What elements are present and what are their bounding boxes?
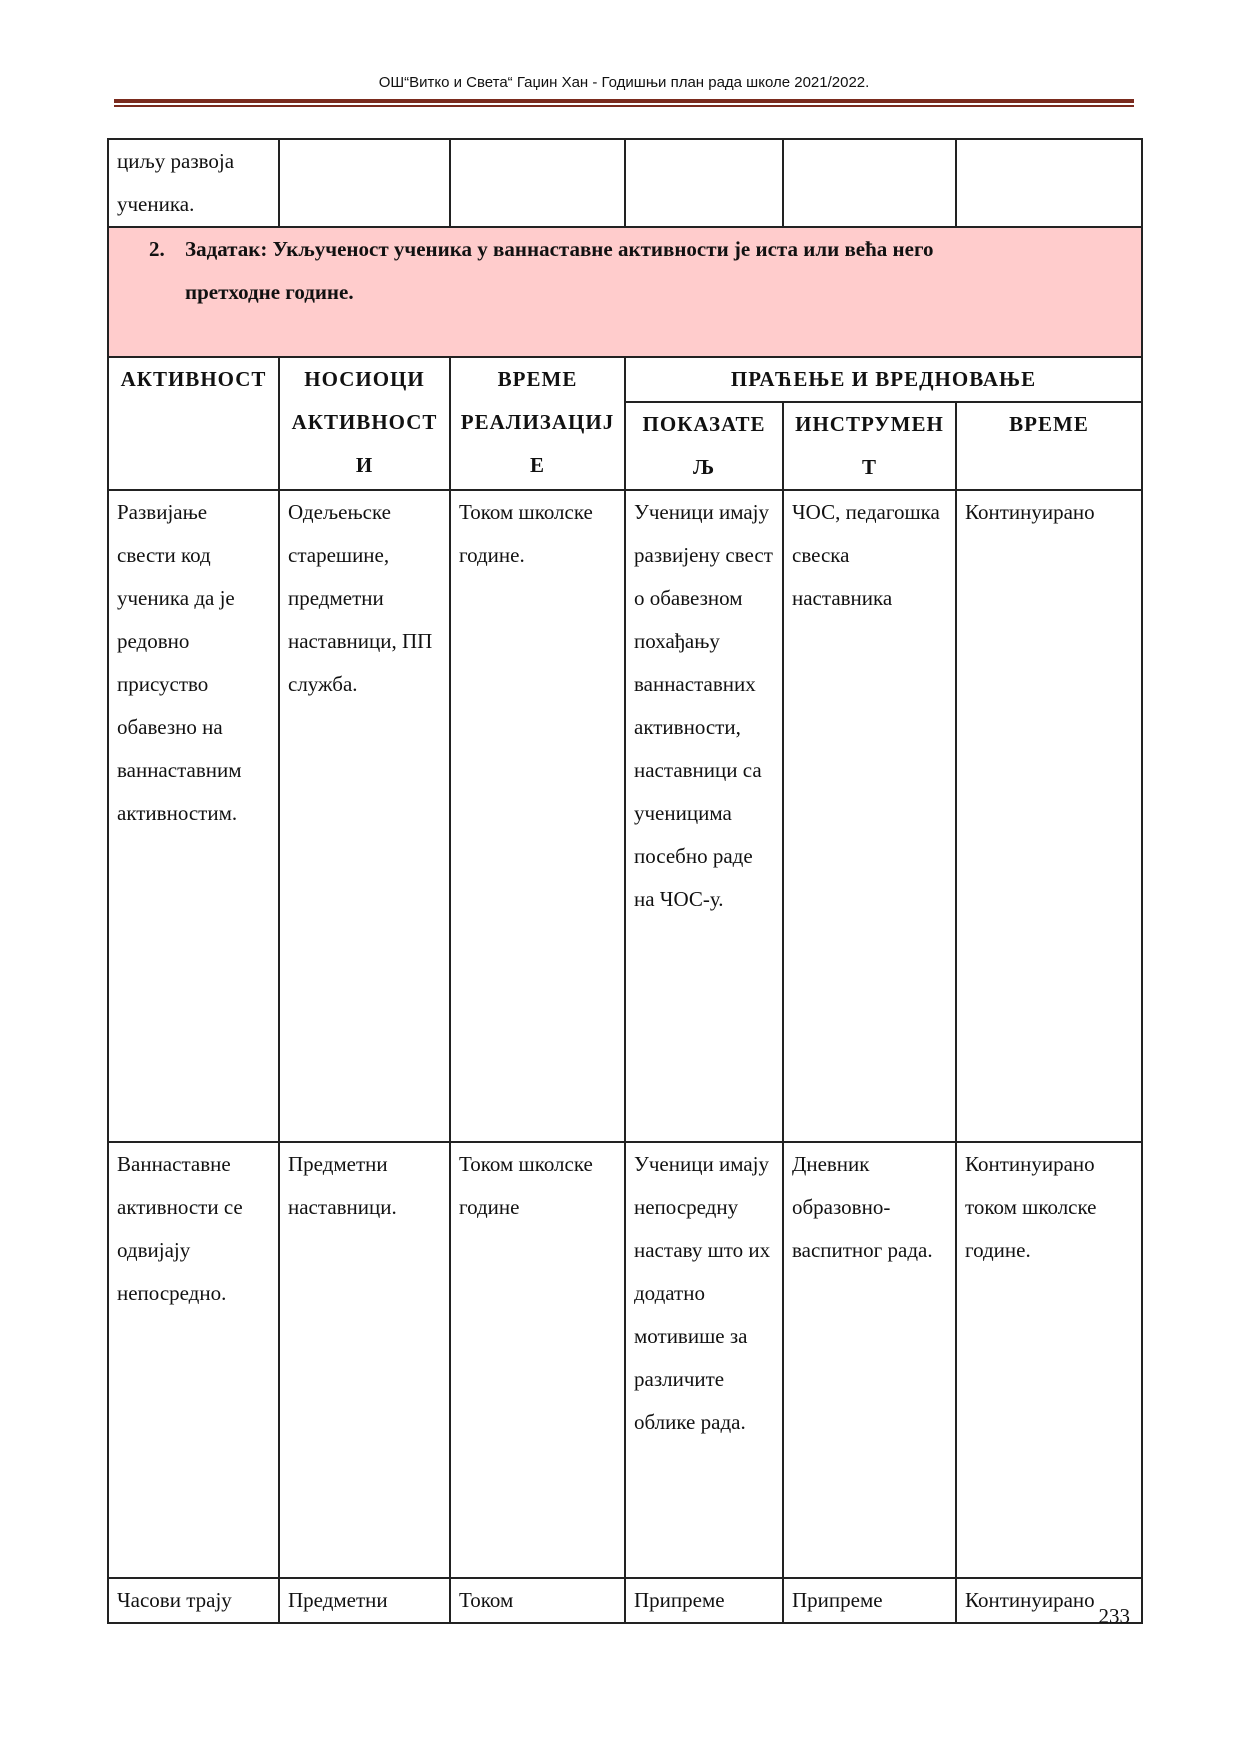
column-header-when: ВРЕМЕ <box>956 402 1142 490</box>
cell-time: Током школске године <box>450 1142 625 1578</box>
table-row <box>108 139 1142 227</box>
table-cell <box>450 139 625 227</box>
cell-activity: Развијање свести код ученика да је редовно присуство обавезно на ваннаставним активностим. <box>108 490 279 1142</box>
column-header-indicator: ПОКАЗАТЕЉ <box>625 402 783 490</box>
cell-indicator: Ученици имају непосредну наставу што их додатно мотивише за различите облике рада. <box>625 1142 783 1578</box>
table-cell <box>625 139 783 227</box>
cell-holders: Одељењске старешине, предметни наставници, ПП служба. <box>279 490 450 1142</box>
column-header-time: ВРЕМЕ РЕАЛИЗАЦИЈЕ <box>450 357 625 490</box>
table-cell <box>279 139 450 227</box>
header-rule <box>114 99 1134 103</box>
column-header-instrument: ИНСТРУМЕНТ <box>783 402 956 490</box>
cell-when: Континуирано током школске године. <box>956 1142 1142 1578</box>
cell-instrument: Дневник образовно-васпитног рада. <box>783 1142 956 1578</box>
header-rule-thin <box>114 105 1134 107</box>
task-text-line1: Задатак: Укљученост ученика у ваннаставне активности је иста или већа него <box>185 237 934 261</box>
cell-when: Континуирано <box>956 490 1142 1142</box>
table-cell <box>783 139 956 227</box>
table-row <box>108 1578 1142 1623</box>
cell-holders: Предметни <box>279 1578 450 1623</box>
action-plan-table <box>107 138 1143 1624</box>
cell-indicator: Припреме <box>625 1578 783 1623</box>
running-header: ОШ“Витко и Света“ Гаџин Хан - Годишњи план рада школе 2021/2022. <box>378 74 870 91</box>
cell-activity: Ваннаставне активности се одвијају непосредно. <box>108 1142 279 1578</box>
task-row <box>108 227 1142 357</box>
cell-holders: Предметни наставници. <box>279 1142 450 1578</box>
cell-when: Континуирано <box>956 1578 1142 1623</box>
column-header-monitoring: ПРАЋЕЊЕ И ВРЕДНОВАЊЕ <box>625 357 1142 402</box>
page-number: 233 <box>1098 1604 1130 1628</box>
header-row <box>108 357 1142 402</box>
table-cell <box>956 139 1142 227</box>
cell-indicator: Ученици имају развијену свест о обавезном похађању ваннаставних активности, наставници са ученицима посебно раде на ЧОС-у. <box>625 490 783 1142</box>
column-header-holders: НОСИОЦИ АКТИВНОСТИ <box>279 357 450 490</box>
task-number: 2. <box>149 237 165 261</box>
cell-instrument: ЧОС, педагошка свеска наставника <box>783 490 956 1142</box>
task-text-line2: претходне године. <box>185 280 354 304</box>
cell-activity: Часови трају <box>108 1578 279 1623</box>
table-row <box>108 1142 1142 1578</box>
cell-instrument: Припреме <box>783 1578 956 1623</box>
task-cell <box>108 227 1142 357</box>
column-header-activity: АКТИВНОСТ <box>108 357 279 490</box>
table-cell: циљу развоја ученика. <box>108 139 279 227</box>
table-row <box>108 490 1142 1142</box>
cell-time: Током <box>450 1578 625 1623</box>
cell-time: Током школске године. <box>450 490 625 1142</box>
